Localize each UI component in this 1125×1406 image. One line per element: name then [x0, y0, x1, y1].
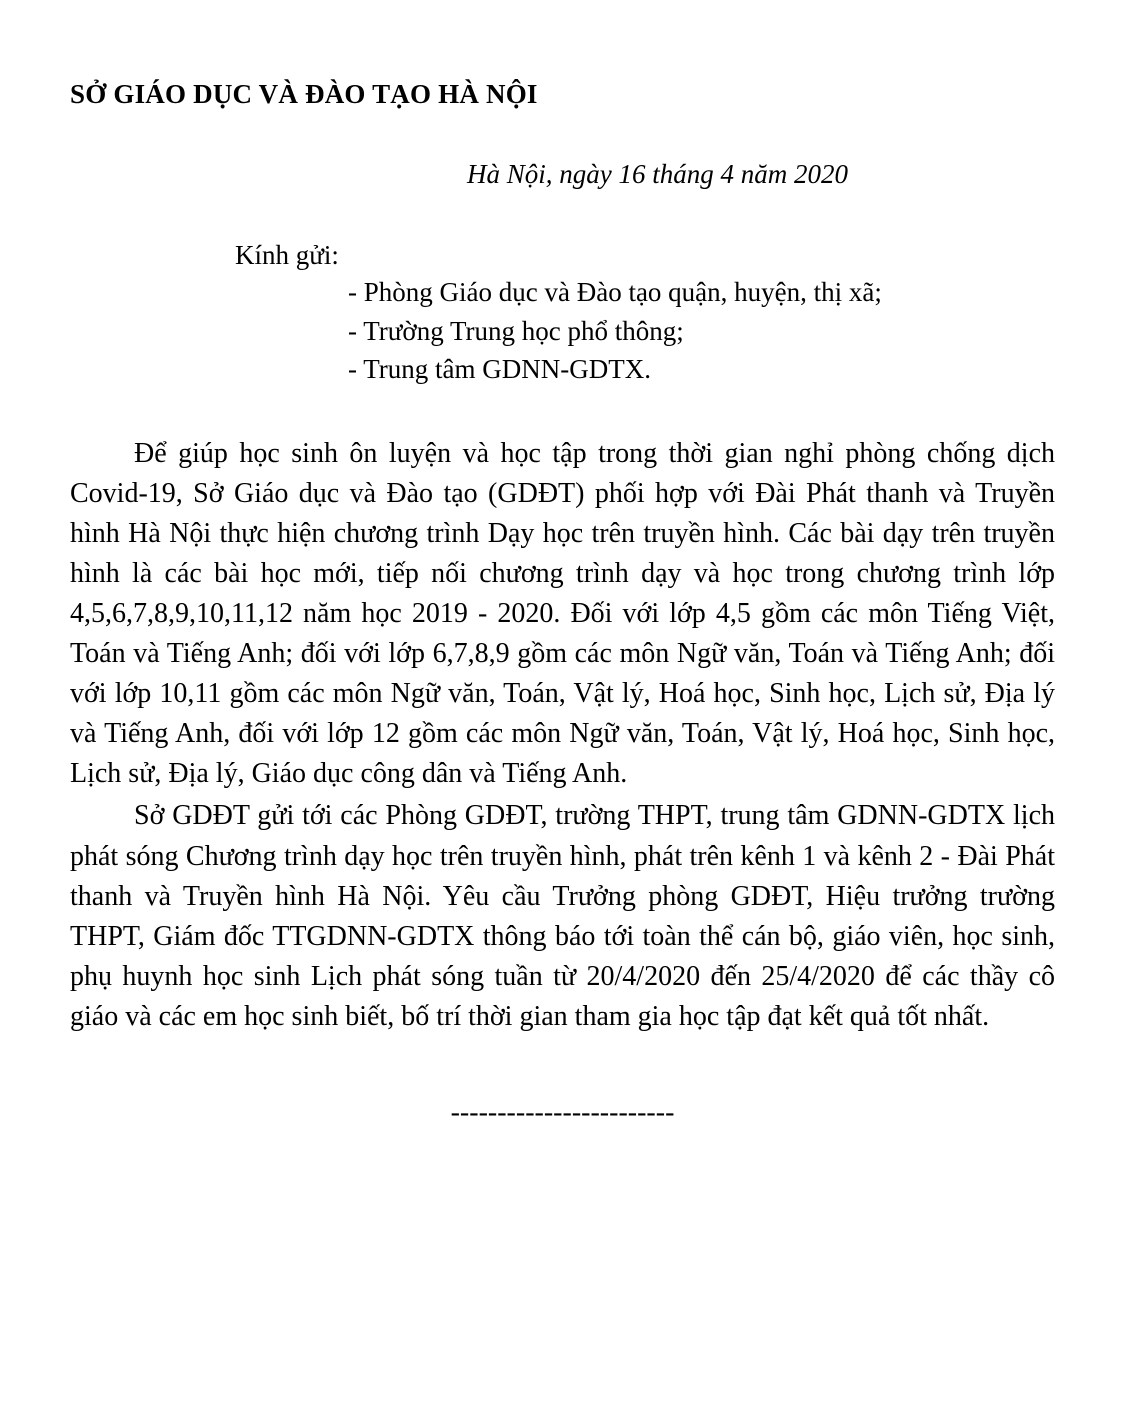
body-paragraph: Sở GDĐT gửi tới các Phòng GDĐT, trường THPT, trung tâm GDNN-GDTX lịch phát sóng Chương trình dạy học trên truyền hình, phát trên kênh 1 và kênh 2 - Đài Phát thanh và Truyền hình Hà Nội. Yêu cầu Trưởng phòng GDĐT, Hiệu trưởng trường THPT, Giám đốc TTGDNN-GDTX thông báo tới toàn thể cán bộ, giáo viên, học sinh, phụ huynh học sinh Lịch phát sóng tuần từ 20/4/2020 đến 25/4/2020 để các thầy cô giáo và các em học sinh biết, bố trí thời gian tham gia học tập đạt kết quả tốt nhất. [70, 800, 1055, 1032]
place-and-date-line: Hà Nội, ngày 16 tháng 4 năm 2020 [467, 159, 848, 190]
body-paragraph: Để giúp học sinh ôn luyện và học tập trong thời gian nghỉ phòng chống dịch Covid-19, Sở Giáo dục và Đào tạo (GDĐT) phối hợp với Đài Phát thanh và Truyền hình Hà Nội thực hiện chương trình Dạy học trên truyền hình. Các bài dạy trên truyền hình là các bài học mới, tiếp nối chương trình dạy và học trong chương trình lớp 4,5,6,7,8,9,10,11,12 năm học 2019 - 2020. Đối với lớp 4,5 gồm các môn Tiếng Việt, Toán và Tiếng Anh; đối với lớp 6,7,8,9 gồm các môn Ngữ văn, Toán và Tiếng Anh; đối với lớp 10,11 gồm các môn Ngữ văn, Toán, Vật lý, Hoá học, Sinh học, Lịch sử, Địa lý và Tiếng Anh, đối với lớp 12 gồm các môn Ngữ văn, Toán, Vật lý, Hoá học, Sinh học, Lịch sử, Địa lý, Giáo dục công dân và Tiếng Anh. [70, 438, 1055, 790]
organization-title: SỞ GIÁO DỤC VÀ ĐÀO TẠO HÀ NỘI [70, 79, 538, 109]
document-body [70, 434, 1055, 1036]
section-divider: ------------------------ [450, 1096, 675, 1128]
recipients-block [70, 237, 1055, 388]
recipient-item: - Phòng Giáo dục và Đào tạo quận, huyện, thị xã; [348, 277, 882, 308]
recipient-item: - Trường Trung học phổ thông; [348, 315, 684, 346]
recipient-item: - Trung tâm GDNN-GDTX. [348, 353, 651, 384]
recipients-heading: Kính gửi: [235, 239, 339, 270]
